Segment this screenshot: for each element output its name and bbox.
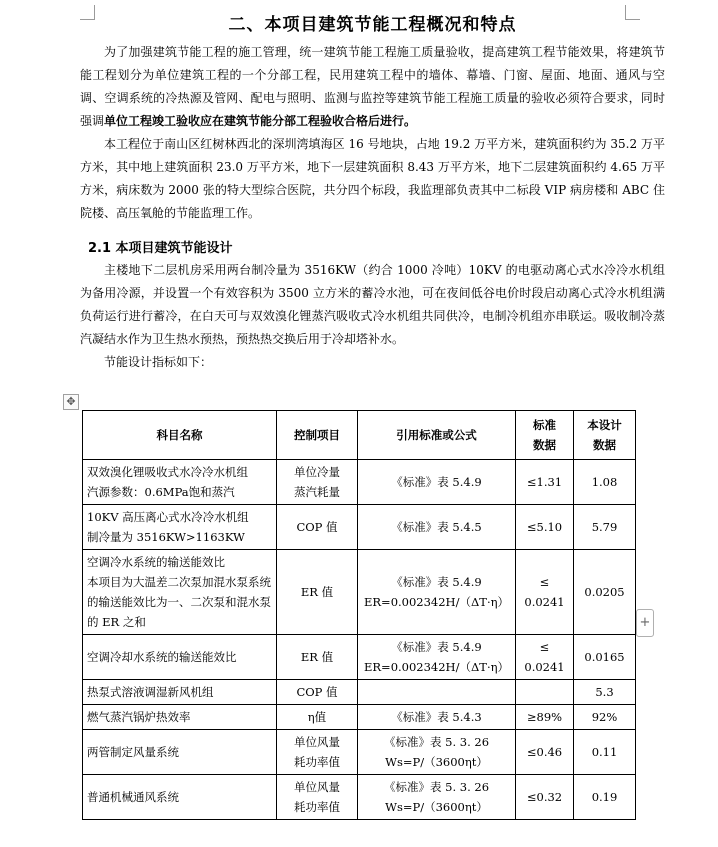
table-row [83, 505, 636, 550]
table-move-handle-icon[interactable]: ✥ [63, 394, 79, 410]
section-heading: 2.1 本项目建筑节能设计 [88, 241, 233, 256]
table-row [83, 775, 636, 820]
table-intro: 节能设计指标如下： [104, 355, 213, 369]
table-cell [358, 680, 516, 705]
header-cell: 本设计 数据 [574, 411, 636, 460]
table-cell: 0.0165 [574, 635, 636, 680]
table-row [83, 460, 636, 505]
table-row [83, 680, 636, 705]
intro-paragraph [80, 41, 665, 133]
table-cell: ≤ 0.0241 [516, 635, 574, 680]
table-cell: COP 值 [277, 505, 358, 550]
table-cell: 92% [574, 705, 636, 730]
table-cell: ≤0.32 [516, 775, 574, 820]
table-cell: 《标准》表 5.4.9 [358, 460, 516, 505]
table-cell: ≤ 0.0241 [516, 550, 574, 635]
table-row [83, 550, 636, 635]
table-cell: 燃气蒸汽锅炉热效率 [83, 705, 277, 730]
table-cell: 两管制定风量系统 [83, 730, 277, 775]
table-cell: 《标准》表 5.4.3 [358, 705, 516, 730]
table-cell: ER 值 [277, 635, 358, 680]
project-paragraph: 本工程位于南山区红树林西北的深圳湾填海区 16 号地块，占地 19.2 万平方米，建筑面积约为 35.2 万平方米，其中地上建筑面积 23.0 万平方米，地下一层建筑面积 8.43 万平方米，地下二层建筑面积约 4.65 万平方米，病床数为 2000 张的特大型综合医院，共分四个标段，我监理部负责其中二标段 VIP 病房楼和 ABC 住院楼、高压氧舱的节能监理工作。 [80, 137, 665, 220]
header-cell: 标准 数据 [516, 411, 574, 460]
table-cell: 1.08 [574, 460, 636, 505]
energy-index-table [82, 410, 636, 820]
table-row [83, 705, 636, 730]
table-cell: 空调冷水系统的输送能效比 本项目为大温差二次泵加混水泵系统的输送能效比为一、二次泵和混水泵的 ER 之和 [83, 550, 277, 635]
add-column-icon[interactable]: + [636, 609, 654, 637]
table-cell: ≤5.10 [516, 505, 574, 550]
table-cell: ER 值 [277, 550, 358, 635]
table-cell: 《标准》表 5. 3. 26 Ws=P/（3600ηt） [358, 730, 516, 775]
table-cell: ≥89% [516, 705, 574, 730]
table-cell: 《标准》表 5.4.5 [358, 505, 516, 550]
table-cell: ≤0.46 [516, 730, 574, 775]
table-row [83, 730, 636, 775]
table-cell: ≤1.31 [516, 460, 574, 505]
table-cell: 10KV 高压离心式水冷冷水机组 制冷量为 3516KW>1163KW [83, 505, 277, 550]
document-page [80, 0, 665, 374]
design-paragraph: 主楼地下二层机房采用两台制冷量为 3516KW（约合 1000 冷吨）10KV 的电驱动离心式水冷冷水机组为备用冷源，并设置一个有效容积为 3500 立方米的蓄冷水池，可在夜间低谷电价时段启动离心式冷水机组满负荷运行进行蓄冷，在白天可与双效溴化锂蒸汽吸收式冷水机组共同供冷，电制冷机组亦串联运。吸收制冷蒸汽凝结水作为卫生热水预热，预热热交换后用于冷却塔补水。 [80, 263, 665, 346]
header-cell: 控制项目 [277, 411, 358, 460]
table-cell: 普通机械通风系统 [83, 775, 277, 820]
table-cell: COP 值 [277, 680, 358, 705]
header-cell: 科目名称 [83, 411, 277, 460]
intro-emphasis: 单位工程竣工验收应在建筑节能分部工程验收合格后进行。 [104, 114, 417, 128]
table-cell: η值 [277, 705, 358, 730]
table-row [83, 635, 636, 680]
chapter-heading: 二、本项目建筑节能工程概况和特点 [228, 15, 517, 35]
table-cell: 《标准》表 5.4.9 ER=0.002342H/（ΔT·η） [358, 635, 516, 680]
intro-text: 为了加强建筑节能工程的施工管理，统一建筑节能工程施工质量验收，提高建筑工程节能效果，将建筑节能工程划分为单位建筑工程的一个分部工程，民用建筑工程中的墙体、幕墙、门窗、屋面、地面、通风与空调、空调系统的冷热源及管网、配电与照明、监测与监控等建筑节能工程施工质量的验收必须符合要求，同时强调 [80, 45, 665, 128]
header-cell: 引用标准或公式 [358, 411, 516, 460]
table-cell: 0.0205 [574, 550, 636, 635]
table-cell: 单位风量 耗功率值 [277, 730, 358, 775]
table-cell: 热泵式溶液调湿新风机组 [83, 680, 277, 705]
table-cell: 《标准》表 5.4.9 ER=0.002342H/（ΔT·η） [358, 550, 516, 635]
table-cell: 《标准》表 5. 3. 26 Ws=P/（3600ηt） [358, 775, 516, 820]
table-cell: 双效溴化锂吸收式水冷冷水机组 汽源参数：0.6MPa饱和蒸汽 [83, 460, 277, 505]
table-cell: 5.79 [574, 505, 636, 550]
table-cell: 单位冷量 蒸汽耗量 [277, 460, 358, 505]
table-cell: 5.3 [574, 680, 636, 705]
table-cell: 0.19 [574, 775, 636, 820]
table-cell [516, 680, 574, 705]
table-cell: 单位风量 耗功率值 [277, 775, 358, 820]
table-cell: 空调冷却水系统的输送能效比 [83, 635, 277, 680]
table-cell: 0.11 [574, 730, 636, 775]
table-header-row [83, 411, 636, 460]
